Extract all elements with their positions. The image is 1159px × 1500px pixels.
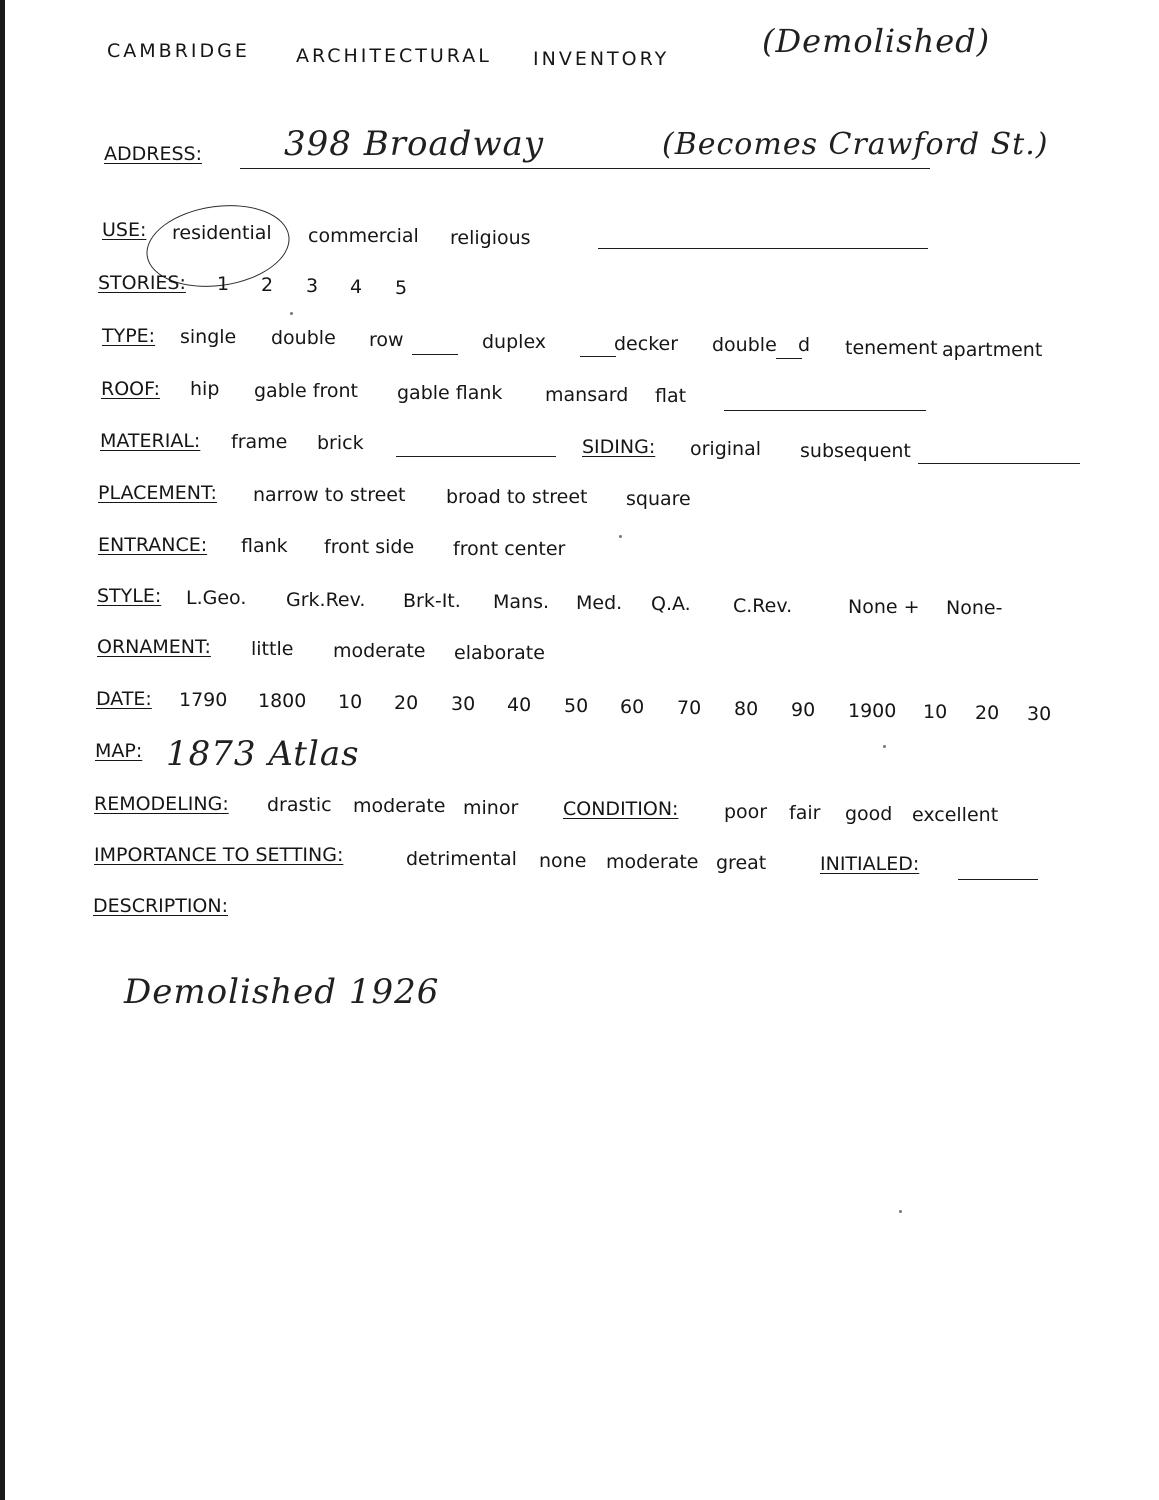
use-option-religious: religious — [450, 227, 531, 249]
stories-option-1: 1 — [217, 273, 230, 295]
material-other-line — [396, 456, 556, 457]
date-option-80: 80 — [734, 698, 759, 720]
style-option-med: Med. — [576, 592, 623, 614]
date-option-10: 10 — [338, 691, 363, 713]
title-architectural: ARCHITECTURAL — [296, 45, 492, 67]
use-option-commercial: commercial — [308, 225, 419, 247]
date-option-1900: 1900 — [848, 700, 897, 722]
address-label: ADDRESS: — [104, 143, 202, 165]
date-option-1910: 10 — [923, 701, 948, 723]
type-option-d: d — [798, 334, 811, 356]
entrance-option-flank: flank — [241, 535, 288, 557]
initialed-line — [958, 879, 1038, 880]
remodeling-option-drastic: drastic — [267, 794, 332, 816]
style-option-lgeo: L.Geo. — [186, 587, 247, 609]
importance-option-moderate: moderate — [606, 851, 699, 873]
use-other-line — [598, 248, 928, 249]
condition-option-fair: fair — [789, 802, 821, 824]
placement-option-narrow: narrow to street — [253, 484, 406, 506]
importance-label: IMPORTANCE TO SETTING: — [94, 844, 344, 866]
date-option-30: 30 — [451, 693, 476, 715]
address-line — [240, 168, 930, 169]
date-option-40: 40 — [507, 694, 532, 716]
demolished-annotation: (Demolished) — [762, 22, 991, 60]
siding-option-subsequent: subsequent — [800, 440, 911, 462]
map-value: 1873 Atlas — [166, 734, 360, 774]
importance-option-detrimental: detrimental — [406, 848, 517, 870]
condition-option-good: good — [845, 803, 893, 825]
condition-option-excellent: excellent — [912, 804, 999, 826]
scan-speck — [899, 1210, 902, 1213]
stories-option-3: 3 — [306, 275, 319, 297]
date-option-70: 70 — [677, 697, 702, 719]
style-option-grkrev: Grk.Rev. — [286, 589, 366, 611]
ornament-option-little: little — [251, 638, 294, 660]
roof-option-flat: flat — [655, 385, 687, 407]
type-double-decker-blank — [776, 358, 802, 359]
stories-label: STORIES: — [98, 272, 186, 294]
stories-option-4: 4 — [350, 276, 363, 298]
date-option-1920: 20 — [975, 702, 1000, 724]
style-option-qa: Q.A. — [651, 593, 691, 615]
address-value: 398 Broadway — [284, 124, 545, 164]
use-label: USE: — [102, 219, 147, 241]
scan-speck — [290, 312, 293, 315]
date-option-90: 90 — [791, 699, 816, 721]
entrance-label: ENTRANCE: — [98, 534, 208, 556]
style-label: STYLE: — [97, 585, 162, 607]
remodeling-option-moderate: moderate — [353, 795, 446, 817]
map-label: MAP: — [95, 740, 143, 762]
material-option-brick: brick — [317, 432, 364, 454]
roof-label: ROOF: — [101, 378, 160, 400]
style-option-crev: C.Rev. — [733, 595, 793, 617]
entrance-option-front-side: front side — [324, 536, 415, 558]
siding-option-original: original — [690, 438, 762, 460]
type-option-single: single — [180, 326, 237, 348]
ornament-option-moderate: moderate — [333, 640, 426, 662]
scan-speck — [619, 535, 622, 538]
title-cambridge: CAMBRIDGE — [107, 40, 250, 62]
date-option-20: 20 — [394, 692, 419, 714]
ornament-label: ORNAMENT: — [97, 636, 211, 658]
use-option-residential: residential — [172, 222, 272, 244]
scan-speck — [883, 745, 886, 748]
stories-option-2: 2 — [261, 274, 274, 296]
roof-other-line — [724, 410, 926, 411]
material-label: MATERIAL: — [100, 430, 201, 452]
date-option-1930: 30 — [1027, 703, 1052, 725]
material-option-frame: frame — [231, 431, 288, 453]
type-decker-blank — [580, 356, 616, 357]
type-label: TYPE: — [102, 325, 156, 347]
siding-label: SIDING: — [582, 436, 656, 458]
roof-option-mansard: mansard — [545, 384, 629, 406]
type-option-apartment: apartment — [942, 339, 1043, 361]
type-option-decker: decker — [614, 333, 679, 355]
type-row-blank — [412, 354, 458, 355]
scan-edge — [0, 0, 5, 1500]
roof-option-gable-flank: gable flank — [397, 382, 503, 404]
placement-option-broad: broad to street — [446, 486, 588, 508]
description-value: Demolished 1926 — [124, 972, 440, 1012]
style-option-mans: Mans. — [493, 591, 550, 613]
date-option-60: 60 — [620, 696, 645, 718]
type-option-double: double — [271, 327, 336, 349]
date-label: DATE: — [96, 688, 152, 710]
style-option-none-minus: None- — [946, 597, 1003, 619]
style-option-brkit: Brk-It. — [403, 590, 461, 612]
stories-option-5: 5 — [395, 277, 408, 299]
entrance-option-front-center: front center — [453, 538, 566, 560]
placement-label: PLACEMENT: — [98, 482, 217, 504]
date-option-1790: 1790 — [179, 689, 228, 711]
title-inventory: INVENTORY — [533, 48, 670, 70]
type-option-tenement: tenement — [845, 337, 938, 359]
roof-option-hip: hip — [190, 378, 220, 400]
description-label: DESCRIPTION: — [93, 895, 229, 917]
importance-option-none: none — [539, 850, 587, 872]
roof-option-gable-front: gable front — [254, 380, 358, 402]
siding-other-line — [918, 463, 1080, 464]
remodeling-option-minor: minor — [463, 797, 519, 819]
address-note: (Becomes Crawford St.) — [662, 127, 1049, 162]
remodeling-label: REMODELING: — [94, 793, 229, 815]
type-option-duplex: duplex — [482, 331, 547, 353]
condition-label: CONDITION: — [563, 798, 679, 820]
date-option-1800: 1800 — [258, 690, 307, 712]
placement-option-square: square — [626, 488, 691, 510]
importance-option-great: great — [716, 852, 767, 874]
type-option-double-decker: double — [712, 334, 777, 356]
ornament-option-elaborate: elaborate — [454, 642, 545, 664]
style-option-none-plus: None + — [848, 596, 920, 618]
initialed-label: INITIALED: — [820, 853, 920, 875]
condition-option-poor: poor — [724, 801, 768, 823]
type-option-row: row — [369, 329, 404, 351]
date-option-50: 50 — [564, 695, 589, 717]
